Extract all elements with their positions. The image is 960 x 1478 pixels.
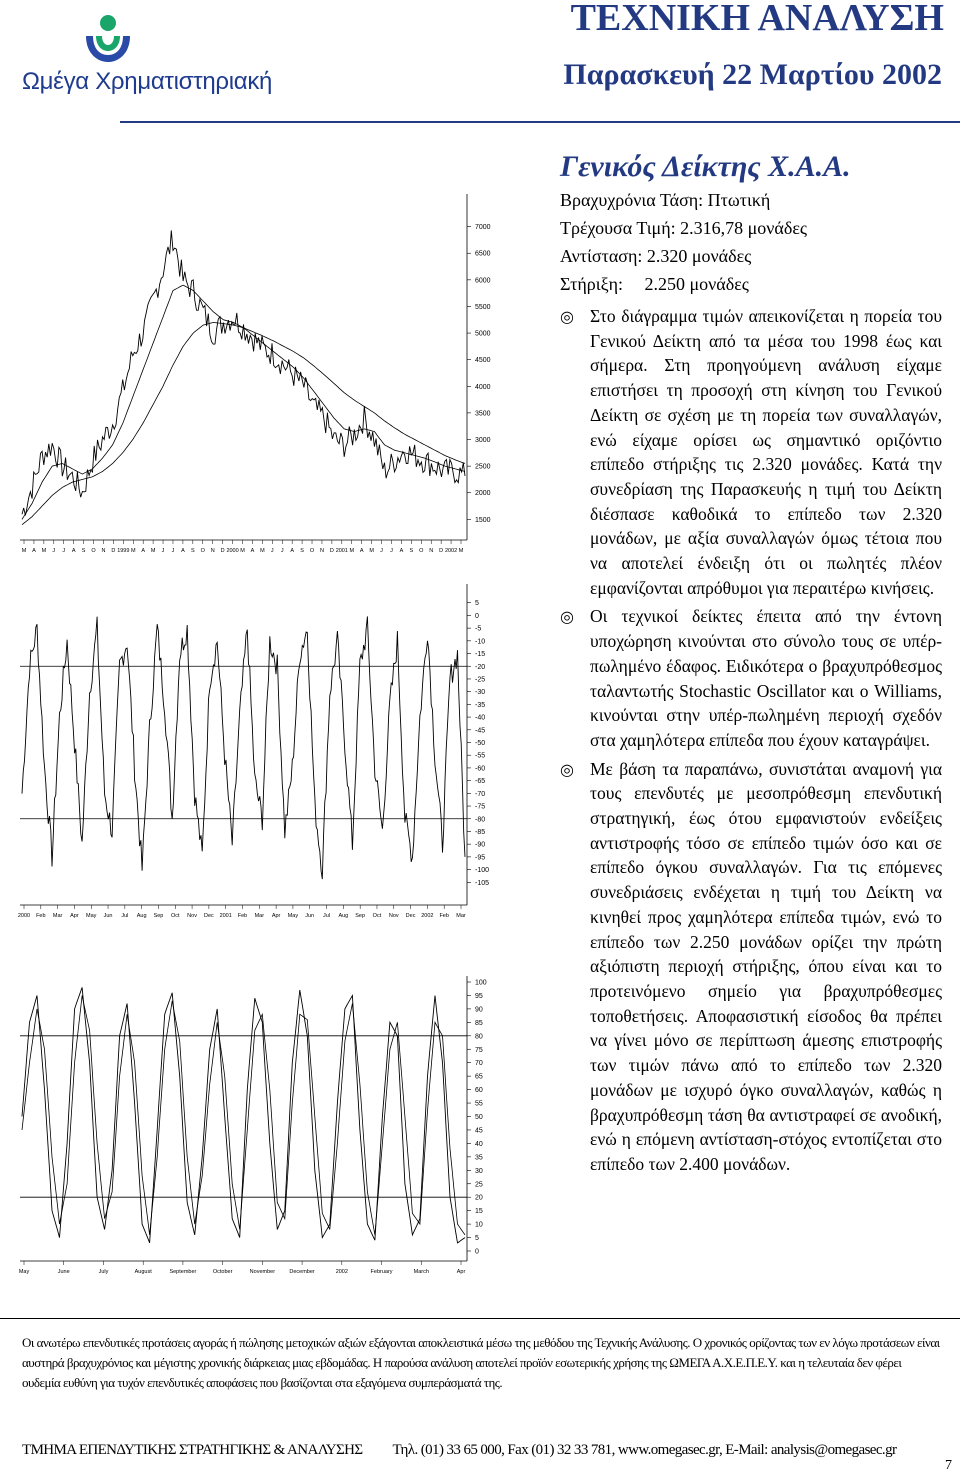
series-line bbox=[22, 285, 465, 519]
y-tick-label: 90 bbox=[475, 1006, 483, 1014]
target-bullet-icon: ◎ bbox=[560, 309, 574, 326]
page-number: 7 bbox=[945, 1458, 952, 1473]
y-tick-label: 75 bbox=[475, 1046, 483, 1054]
x-tick-label: J bbox=[52, 548, 56, 554]
x-tick-label: 1999 bbox=[117, 548, 130, 554]
x-tick-label: M bbox=[240, 548, 245, 554]
resistance-label: Αντίσταση: bbox=[560, 246, 643, 266]
x-tick-label: September bbox=[169, 1269, 197, 1275]
x-tick-label: May bbox=[86, 913, 97, 919]
y-tick-label: -10 bbox=[475, 638, 486, 646]
y-tick-label: -55 bbox=[475, 752, 486, 760]
bullet-text-1: Στο διάγραμμα τιμών απεικονίζεται η πορεία του Γενικού Δείκτη από τα μέσα του 1998 έως και σήμερα. Στη προηγούμενη ανάλυση είχαμε επιστήσει τη προσοχή στη κίνηση του Γενικού Δείκτη σε σχέση με τη πορεία των συναλλαγών, ενώ είχαμε ορίσει ως σημαντικό οριζόντιο επίπεδο στήριξης τις 2.320 μονάδες. Κατά την συνεδρίαση της Παρασκευής η τιμή του Δείκτη διέσπασε καθοδικά το επίπεδο των 2.320 μονάδων, με αξία συναλλαγών όμως τέτοια που να αποτελεί ένδειξη ότι οι πωλητές πλέον εμφανίζονται απρόθυμοι για περαιτέρω κινήσεις. bbox=[590, 306, 942, 598]
x-tick-label: A bbox=[290, 548, 294, 554]
x-tick-label: D bbox=[329, 548, 334, 554]
x-tick-label: October bbox=[212, 1269, 233, 1275]
bullet-text-3: Με βάση τα παραπάνω, συνιστάται αναμονή για τους επενδυτές με μεσοπρόθεσμη επενδυτική στρατηγική, έως ότου εμφανιστούν ενδείξεις αντιστροφής τόσο σε επίπεδο τιμών όσο και σε επίπεδο όγκου συναλλαγών. Για τις επόμενες συνεδριάσεις ενδέχεται η τιμή του Δείκτη να κινηθεί προς χαμηλότερα επίπεδα τιμών, ενώ το επίπεδο των 2.250 μονάδων ορίζει την πρώτη αξιόπιστη περιοχή στήριξης, όπου είναι και το προτεινόμενο σημείο για βραχυπρόθεσμες τοποθετήσεις. Αποφασιστική είσοδος θα πρέπει να γίνει μόνο σε περίπτωση άμεσης επιστροφής των τιμών πάνω από το επίπεδο των 2.320 μονάδων με ισχυρό όγκο συναλλαγών, καθώς η βραχυπρόθεσμη τάση θα αντιστραφεί σε ανοδική, ενώ η επόμενη αντίσταση-στόχος εντοπίζεται στο επίπεδο των 2.400 μονάδων. bbox=[590, 758, 942, 1174]
x-tick-label: O bbox=[419, 548, 424, 554]
y-tick-label: 70 bbox=[475, 1060, 483, 1068]
current-price-label: Τρέχουσα Τιμή: bbox=[560, 218, 676, 238]
y-tick-label: -25 bbox=[475, 676, 486, 684]
price-chart bbox=[20, 186, 515, 556]
x-tick-label: Oct bbox=[372, 913, 382, 919]
y-tick-label: -60 bbox=[475, 765, 486, 773]
x-tick-label: Apr bbox=[70, 913, 79, 919]
x-tick-label: Mar bbox=[456, 913, 466, 919]
y-tick-label: -35 bbox=[475, 701, 486, 709]
x-tick-label: O bbox=[91, 548, 96, 554]
x-tick-label: M bbox=[369, 548, 374, 554]
y-tick-label: -40 bbox=[475, 714, 486, 722]
x-tick-label: A bbox=[399, 548, 404, 554]
current-price-value: 2.316,78 μονάδες bbox=[680, 218, 808, 238]
x-tick-label: Mar bbox=[254, 913, 265, 919]
y-tick-label: -75 bbox=[475, 803, 486, 811]
disclaimer: Οι ανωτέρω επενδυτικές προτάσεις αγοράς ή πώλησης μετοχικών αξιών εξάγονται αποκλειστικά μέσω της μεθόδου της Τεχνικής Ανάλυσης. Ο χρονικός ορίζοντας των εν λόγω προτάσεων είναι αυστηρά βραχυχρόνιος και μέγιστης χρονικής διάρκειας μιας εβδομάδας. Η παρούσα ανάλυση αποτελεί προϊόν εσωτερικής χρήσης της ΩΜΕΓΑ Α.Χ.Ε.Π.Ε.Υ. και η τελευταία δεν φέρει ουδεμία ευθύνη για τυχόν επενδυτικές αποφάσεις που βασίζονται στα εξαγόμενα συμπεράσματά της. bbox=[22, 1335, 940, 1390]
y-tick-label: -20 bbox=[475, 663, 486, 671]
y-tick-label: 100 bbox=[475, 979, 487, 987]
footer-rule bbox=[0, 1318, 960, 1319]
y-tick-label: 3000 bbox=[475, 437, 491, 445]
y-tick-label: -50 bbox=[475, 740, 486, 747]
analysis-column bbox=[560, 150, 942, 1177]
resistance-value: 2.320 μονάδες bbox=[646, 246, 752, 266]
header-rule bbox=[120, 121, 960, 123]
y-tick-label: 35 bbox=[475, 1154, 483, 1162]
y-tick-label: 20 bbox=[475, 1194, 483, 1202]
footer-contact bbox=[22, 1442, 942, 1459]
x-tick-label: A bbox=[250, 548, 255, 554]
x-tick-label: Sep bbox=[355, 913, 366, 919]
x-tick-label: N bbox=[429, 548, 434, 554]
y-tick-label: 65 bbox=[475, 1073, 483, 1081]
x-tick-label: 2002 bbox=[444, 548, 458, 554]
x-tick-label: Aug bbox=[136, 913, 147, 919]
series-line bbox=[22, 616, 465, 879]
x-tick-label: Feb bbox=[36, 913, 46, 919]
y-tick-label: 5500 bbox=[475, 303, 491, 311]
bullet-paragraph-3 bbox=[560, 757, 942, 1177]
x-tick-label: M bbox=[150, 548, 156, 554]
y-tick-label: 1500 bbox=[475, 516, 491, 524]
x-tick-label: Feb bbox=[237, 913, 248, 919]
x-tick-label: O bbox=[309, 548, 315, 554]
support-value: 2.250 μονάδες bbox=[644, 274, 749, 294]
x-tick-label: M bbox=[349, 548, 355, 554]
omega-logo-icon bbox=[80, 14, 136, 66]
x-tick-label: Dec bbox=[405, 913, 416, 919]
x-tick-label: Sep bbox=[153, 913, 164, 919]
x-tick-label: N bbox=[210, 548, 215, 554]
x-tick-label: Mar bbox=[52, 913, 63, 919]
x-tick-label: J bbox=[270, 548, 274, 554]
y-tick-label: 5000 bbox=[475, 330, 491, 338]
x-tick-label: 2001 bbox=[219, 913, 232, 919]
stochastic-chart-svg bbox=[20, 942, 515, 1277]
x-tick-label: M bbox=[41, 548, 47, 554]
y-tick-label: 4000 bbox=[475, 383, 491, 391]
x-tick-label: June bbox=[57, 1269, 70, 1275]
y-tick-label: 30 bbox=[475, 1167, 483, 1175]
x-tick-label: March bbox=[413, 1269, 429, 1275]
x-tick-label: A bbox=[359, 548, 364, 554]
department-name: ΤΜΗΜΑ ΕΠΕΝΔΥΤΙΚΗΣ ΣΤΡΑΤΗΓΙΚΗΣ & ΑΝΑΛΥΣΗΣ bbox=[22, 1442, 363, 1458]
series-line bbox=[22, 230, 465, 515]
current-price-row bbox=[560, 214, 942, 242]
x-tick-label: Apr bbox=[456, 1269, 466, 1275]
y-tick-label: 10 bbox=[475, 1221, 483, 1229]
page-title: ΤΕΧΝΙΚΗ ΑΝΑΛΥΣΗ bbox=[570, 0, 944, 39]
report-date: Παρασκευή 22 Μαρτίου 2002 bbox=[563, 58, 942, 91]
price-chart-svg bbox=[20, 186, 515, 556]
x-tick-label: Jun bbox=[305, 913, 315, 919]
y-tick-label: 15 bbox=[475, 1208, 483, 1216]
x-tick-label: J bbox=[280, 548, 284, 554]
y-tick-label: -95 bbox=[475, 854, 486, 862]
resistance-row bbox=[560, 242, 942, 270]
company-logo bbox=[22, 14, 272, 104]
x-tick-label: 2002 bbox=[335, 1269, 348, 1275]
x-tick-label: Aug bbox=[338, 913, 349, 919]
support-row bbox=[560, 270, 942, 298]
x-tick-label: J bbox=[380, 548, 383, 554]
x-tick-label: J bbox=[62, 548, 66, 554]
williams-chart-svg bbox=[17, 576, 515, 921]
y-tick-label: -5 bbox=[475, 625, 482, 633]
x-tick-label: N bbox=[101, 548, 106, 554]
y-tick-label: 0 bbox=[475, 1248, 479, 1256]
x-tick-label: A bbox=[141, 548, 146, 554]
y-tick-label: -65 bbox=[475, 778, 486, 786]
x-tick-label: 2000 bbox=[226, 548, 239, 554]
y-tick-label: 6000 bbox=[475, 277, 491, 285]
y-tick-label: 50 bbox=[475, 1114, 483, 1121]
contact-info: Τηλ. (01) 33 65 000, Fax (01) 32 33 781, www.omegasec.gr, E-Mail: analysis@omegasec.gr bbox=[392, 1442, 897, 1458]
y-tick-label: 2000 bbox=[475, 490, 491, 498]
y-tick-label: 85 bbox=[475, 1019, 483, 1027]
x-tick-label: July bbox=[98, 1269, 109, 1275]
x-tick-label: Oct bbox=[170, 913, 180, 919]
y-tick-label: 40 bbox=[475, 1140, 483, 1148]
bullet-paragraph-1 bbox=[560, 304, 942, 600]
y-tick-label: 6500 bbox=[475, 250, 491, 258]
x-tick-label: Feb bbox=[439, 913, 449, 919]
y-tick-label: 45 bbox=[475, 1127, 483, 1135]
y-tick-label: -85 bbox=[475, 828, 486, 836]
y-tick-label: -100 bbox=[475, 867, 490, 875]
x-tick-label: February bbox=[370, 1269, 393, 1275]
williams-chart bbox=[17, 576, 515, 921]
section-heading: Γενικός Δείκτης Χ.Α.Α. bbox=[560, 150, 851, 183]
x-tick-label: May bbox=[18, 1269, 30, 1275]
y-tick-label: -45 bbox=[475, 727, 486, 735]
x-tick-label: D bbox=[439, 548, 444, 554]
y-tick-label: -90 bbox=[475, 841, 486, 849]
y-tick-label: 25 bbox=[475, 1181, 483, 1189]
x-tick-label: D bbox=[111, 548, 116, 554]
x-tick-label: S bbox=[300, 548, 304, 554]
x-tick-label: M bbox=[458, 548, 464, 554]
x-tick-label: Jun bbox=[103, 913, 113, 919]
x-tick-label: A bbox=[71, 548, 76, 554]
target-bullet-icon: ◎ bbox=[560, 761, 574, 779]
y-tick-label: 7000 bbox=[475, 224, 491, 232]
x-tick-label: Nov bbox=[388, 913, 399, 919]
x-tick-label: S bbox=[81, 548, 86, 554]
x-tick-label: 2000 bbox=[17, 913, 31, 919]
x-tick-label: December bbox=[289, 1269, 315, 1275]
x-tick-label: S bbox=[409, 548, 414, 554]
x-tick-label: Dec bbox=[203, 913, 214, 919]
y-tick-label: 55 bbox=[475, 1100, 483, 1108]
x-tick-label: November bbox=[249, 1269, 276, 1275]
y-tick-label: -70 bbox=[475, 790, 486, 798]
y-tick-label: 80 bbox=[475, 1033, 483, 1041]
target-bullet-icon: ◎ bbox=[560, 609, 574, 627]
y-tick-label: 60 bbox=[475, 1087, 483, 1095]
x-tick-label: Jul bbox=[323, 913, 331, 919]
y-tick-label: 3500 bbox=[475, 410, 491, 418]
y-tick-label: 95 bbox=[475, 992, 483, 1000]
series-line bbox=[22, 322, 465, 524]
y-tick-label: -15 bbox=[475, 651, 486, 659]
x-tick-label: D bbox=[220, 548, 225, 554]
x-tick-label: 2002 bbox=[421, 913, 434, 919]
x-tick-label: Nov bbox=[187, 913, 197, 919]
stochastic-chart bbox=[20, 942, 515, 1277]
bullet-paragraph-2 bbox=[560, 604, 942, 752]
x-tick-label: S bbox=[191, 548, 195, 554]
trend-line: Βραχυχρόνια Τάση: Πτωτική bbox=[560, 190, 771, 210]
x-tick-label: August bbox=[134, 1269, 152, 1275]
x-tick-label: May bbox=[287, 913, 299, 919]
x-tick-label: J bbox=[171, 548, 175, 554]
series-line bbox=[22, 996, 465, 1235]
x-tick-label: Jul bbox=[121, 913, 129, 919]
y-tick-label: 5 bbox=[475, 600, 479, 608]
bullet-text-2: Οι τεχνικοί δείκτες έπειτα από την έντονη υποχώρηση κινούνται στο σύνολο τους σε υπέρ-πωλημένο έδαφος. Ειδικότερα ο βραχυπρόθεσμος ταλαντωτής Stochastic Oscillator και ο Williams, κινούνται στην υπέρ-πωλημένη περιοχή σχεδόν στα χαμηλότερα επίπεδα που έχουν καταγράψει. bbox=[590, 606, 942, 750]
x-tick-label: J bbox=[161, 548, 165, 554]
y-tick-label: -30 bbox=[475, 689, 486, 697]
x-tick-label: M bbox=[21, 548, 27, 554]
y-tick-label: 0 bbox=[475, 612, 479, 620]
x-tick-label: A bbox=[181, 548, 185, 554]
x-tick-label: M bbox=[130, 548, 136, 554]
x-tick-label: J bbox=[390, 548, 393, 554]
y-tick-label: 4500 bbox=[475, 357, 491, 365]
x-tick-label: Apr bbox=[271, 913, 281, 919]
y-tick-label: 5 bbox=[475, 1235, 479, 1243]
x-tick-label: M bbox=[260, 548, 265, 554]
x-tick-label: A bbox=[32, 548, 36, 554]
x-tick-label: O bbox=[200, 548, 205, 554]
y-tick-label: -80 bbox=[475, 816, 486, 824]
x-tick-label: N bbox=[319, 548, 324, 554]
y-tick-label: 2500 bbox=[475, 463, 491, 471]
x-tick-label: 2001 bbox=[335, 548, 348, 554]
support-label: Στήριξη: bbox=[560, 274, 624, 294]
y-tick-label: -105 bbox=[475, 879, 490, 887]
brand-name: Ωμέγα Χρηματιστηριακή bbox=[22, 68, 273, 95]
